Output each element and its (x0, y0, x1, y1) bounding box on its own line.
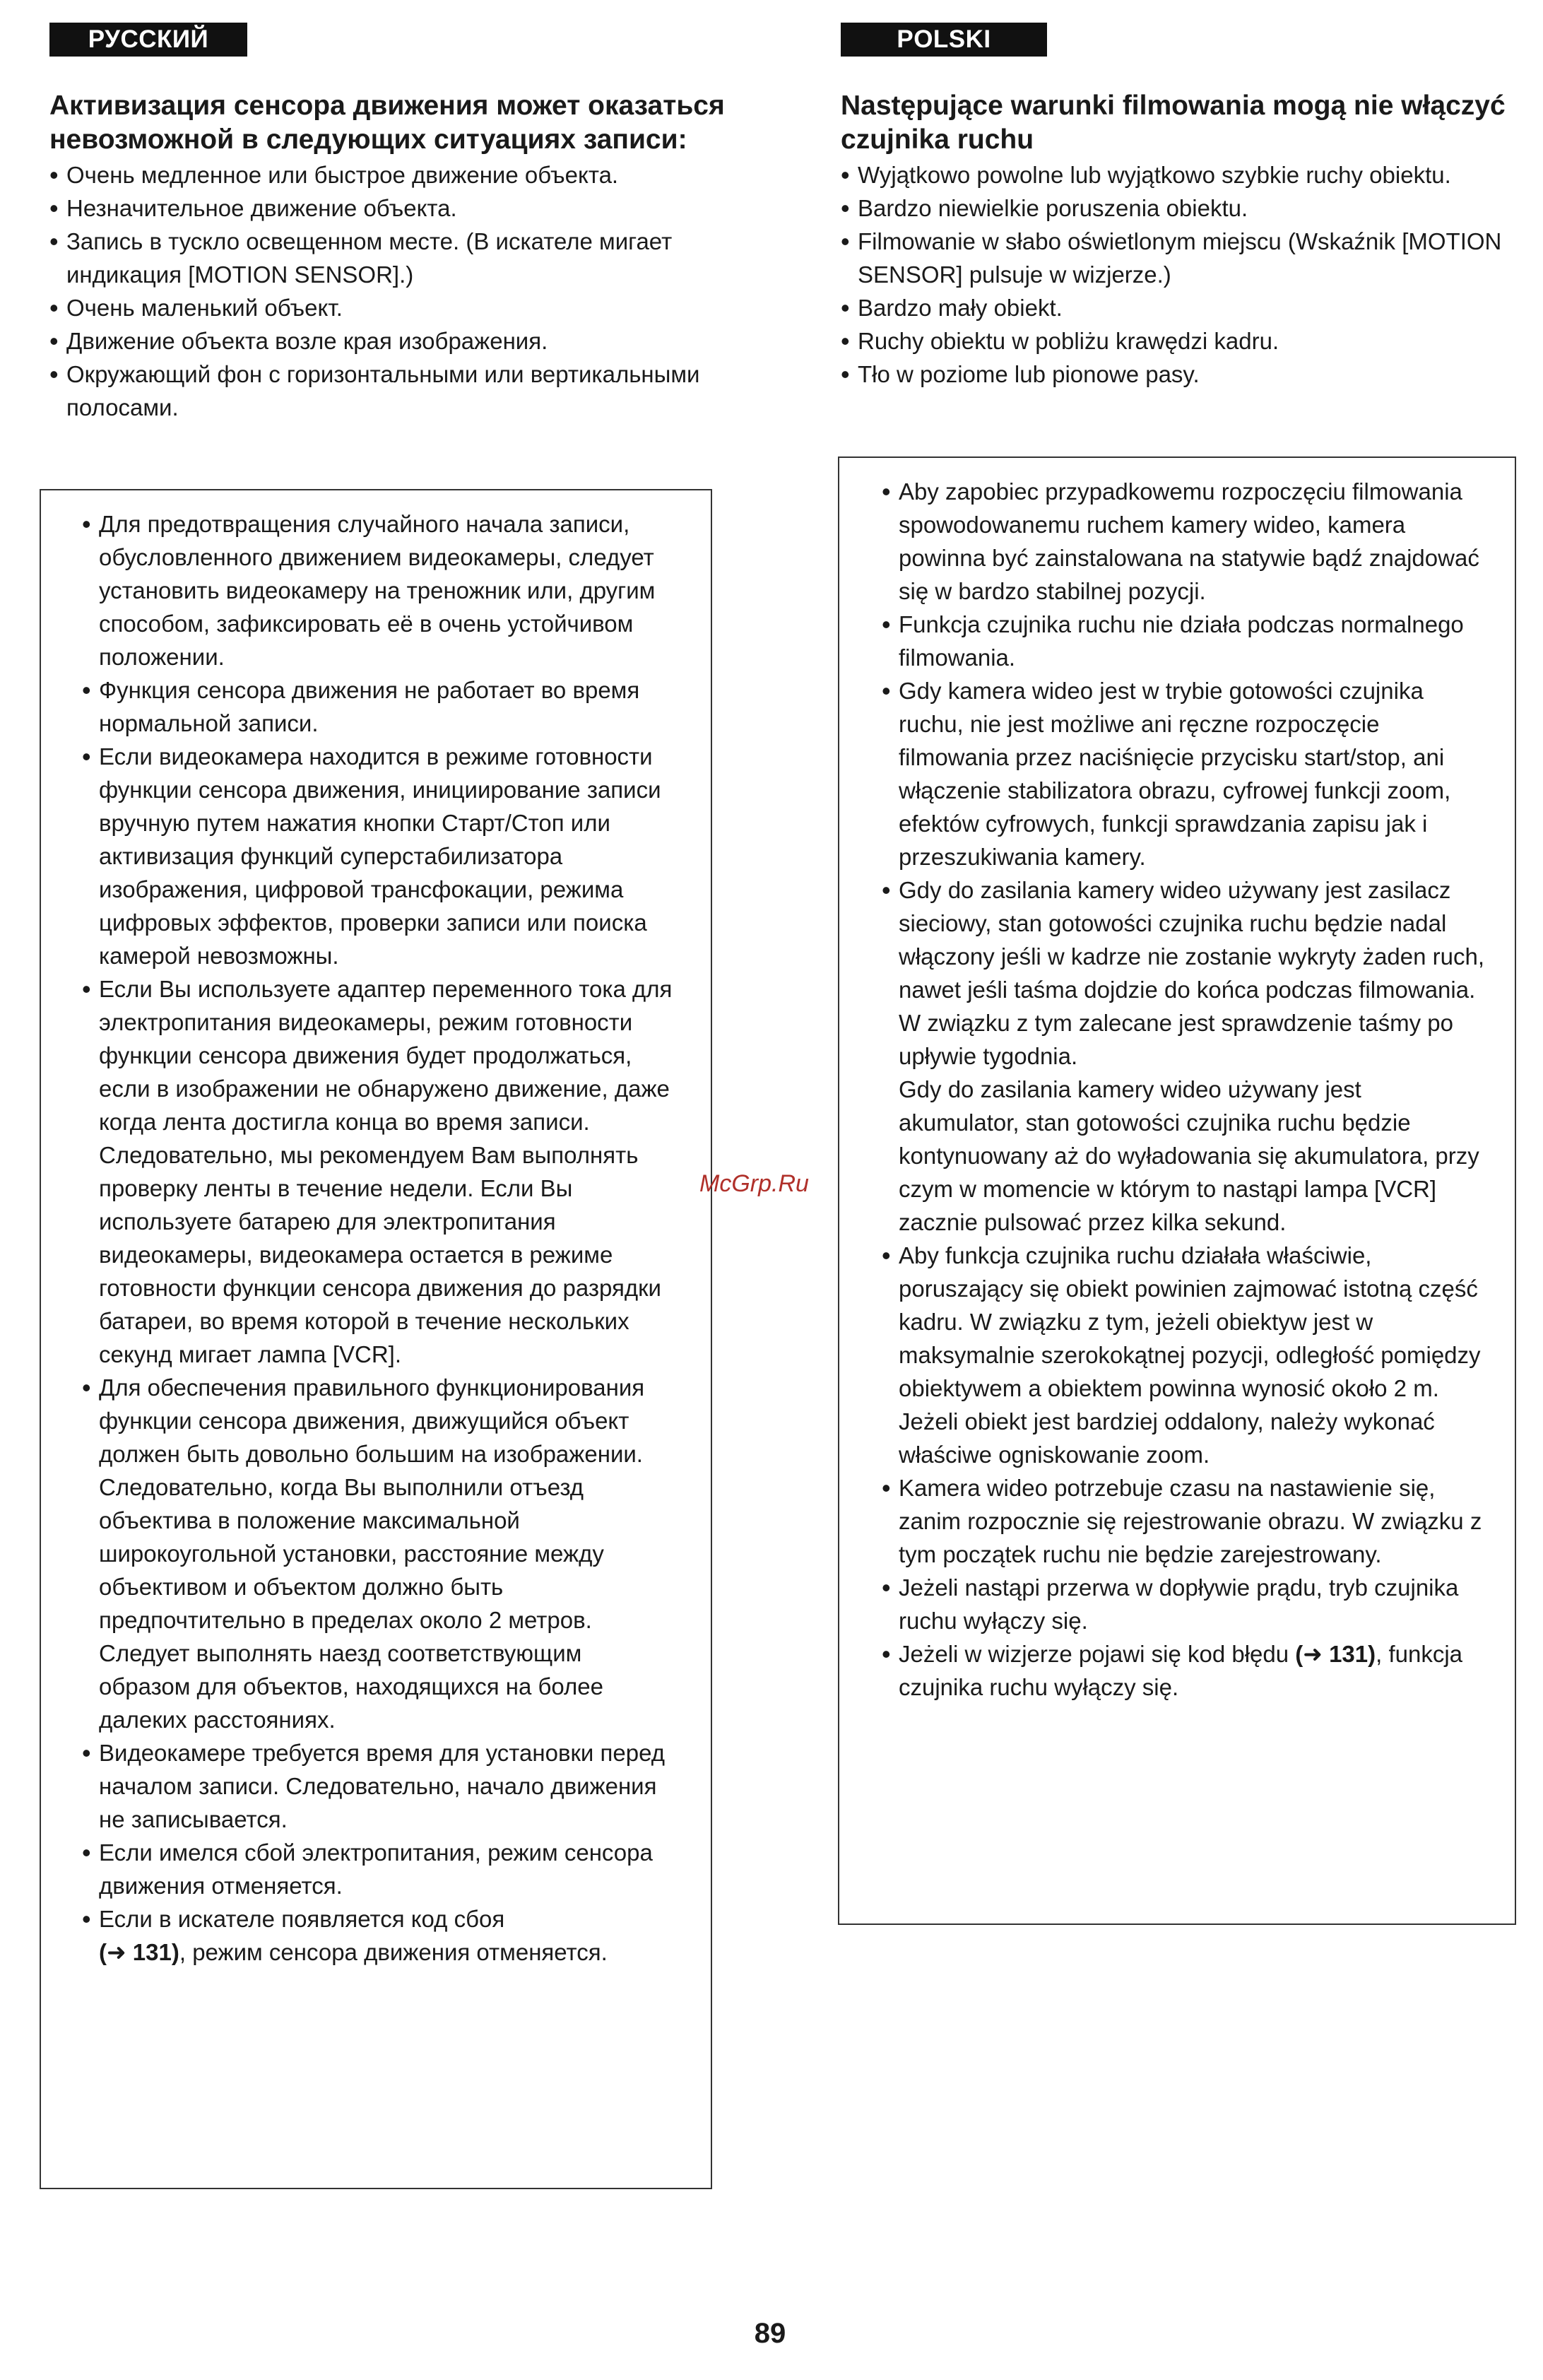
watermark: McGrp.Ru (699, 1170, 809, 1197)
list-item: • Bardzo niewielkie poruszenia obiektu. (841, 192, 1519, 225)
russian-conditions-list (49, 158, 728, 424)
note-item: • Если имелся сбой электропитания, режим сенсора движения отменяется. (82, 1836, 678, 1902)
note-text: , режим сенсора движения отменяется. (179, 1939, 608, 1965)
polish-conditions-list (841, 158, 1519, 391)
language-tab-russian: РУССКИЙ ЯЗЫК (49, 23, 247, 57)
list-item: • Очень медленное или быстрое движение объекта. (49, 158, 728, 192)
polish-notes-box (838, 456, 1516, 1925)
note-item (882, 1637, 1486, 1704)
note-item: • Если видеокамера находится в режиме готовности функции сенсора движения, инициирование записи вручную путем нажатия кнопки Старт/Стоп или активизация функций суперстабилизатора изображения, цифровой трансфокации, режима цифровых эффектов, проверки записи или поиска камерой невозможны. (82, 740, 678, 972)
note-text: Jeżeli w wizjerze pojawi się kod błędu (899, 1641, 1296, 1667)
page-reference: (➜ 131) (1295, 1641, 1376, 1667)
polish-heading: Następujące warunki filmowania mogą nie włączyć czujnika ruchu (841, 90, 1506, 155)
note-item: • Kamera wideo potrzebuje czasu na nastawienie się, zanim rozpocznie się rejestrowanie obrazu. W związku z tym początek ruchu nie będzie zarejestrowany. (882, 1471, 1486, 1571)
note-item: • Gdy kamera wideo jest w trybie gotowości czujnika ruchu, nie jest możliwe ani ręczne rozpoczęcie filmowania przez naciśnięcie przycisku start/stop, ani włączenie stabilizatora obrazu, cyfrowej funkcji zoom, efektów cyfrowych, funkcji sprawdzania zapisu jak i przeszukiwania kamery. (882, 674, 1486, 873)
list-item: • Движение объекта возле края изображения. (49, 324, 728, 358)
note-item: • Если Вы используете адаптер переменного тока для электропитания видеокамеры, режим готовности функции сенсора движения будет продолжаться, если в изображении не обнаружено движение, даже когда лента достигла конца во время записи. Следовательно, мы рекомендуем Вам выполнять проверку ленты в течение недели. Если Вы используете батарею для электропитания видеокамеры, видеокамера остается в режиме готовности функции сенсора движения до разрядки батареи, во время которой в течение нескольких секунд мигает лампа [VCR]. (82, 972, 678, 1371)
russian-notes-box (40, 489, 712, 2189)
page-reference: (➜ 131) (99, 1939, 179, 1965)
list-item: • Незначительное движение объекта. (49, 192, 728, 225)
note-text: Gdy do zasilania kamery wideo używany jest zasilacz sieciowy, stan gotowości czujnika ruchu będzie nadal włączony jeśli w kadrze nie zostanie wykryty żaden ruch, nawet jeśli taśma dojdzie do końca podczas filmowania. W związku z tym zalecane jest sprawdzenie taśmy po upływie tygodnia. (899, 877, 1485, 1069)
note-item: • Функция сенсора движения не работает во время нормальной записи. (82, 673, 678, 740)
note-item: • Jeżeli nastąpi przerwa w dopływie prądu, tryb czujnika ruchu wyłączy się. (882, 1571, 1486, 1637)
note-text: Если в искателе появляется код сбоя (99, 1906, 505, 1932)
polish-column (841, 89, 1519, 391)
list-item: • Tło w poziome lub pionowe pasy. (841, 358, 1519, 391)
list-item: • Bardzo mały obiekt. (841, 291, 1519, 324)
page-number: 89 (754, 2318, 786, 2349)
list-item: • Окружающий фон с горизонтальными или вертикальными полосами. (49, 358, 728, 424)
note-item (882, 873, 1486, 1239)
note-item: • Для обеспечения правильного функционирования функции сенсора движения, движущийся объект должен быть довольно большим на изображении. Следовательно, когда Вы выполнили отъезд объектива в положение максимальной широкоугольной установки, расстояние между объективом и объектом должно быть предпочтительно в пределах около 2 метров. Следует выполнять наезд соответствующим образом для объектов, находящихся на более далеких расстояниях. (82, 1371, 678, 1736)
list-item: • Запись в тускло освещенном месте. (В искателе мигает индикация [MOTION SENSOR].) (49, 225, 728, 291)
list-item: • Ruchy obiektu w pobliżu krawędzi kadru. (841, 324, 1519, 358)
note-continuation: Gdy do zasilania kamery wideo używany jest akumulator, stan gotowości czujnika ruchu będzie kontynuowany aż do wyładowania się akumulatora, przy czym w momencie w którym to nastąpi lampa [VCR] zacznie pulsować przez kilka sekund. (899, 1076, 1479, 1235)
russian-notes-list (82, 507, 678, 1969)
note-item: • Видеокамере требуется время для установки перед началом записи. Следовательно, начало движения не записывается. (82, 1736, 678, 1836)
list-item: • Filmowanie w słabo oświetlonym miejscu (Wskaźnik [MOTION SENSOR] pulsuje w wizjerze.) (841, 225, 1519, 291)
note-item (82, 1902, 678, 1969)
note-text: , funkcja czujnika ruchu wyłączy się. (899, 1641, 1463, 1700)
polish-notes-list (882, 475, 1486, 1704)
language-tab-polish: POLSKI (841, 23, 1047, 57)
russian-column (49, 89, 728, 424)
note-item: • Funkcja czujnika ruchu nie działa podczas normalnego filmowania. (882, 608, 1486, 674)
list-item: • Очень маленький объект. (49, 291, 728, 324)
note-item: • Aby funkcja czujnika ruchu działała właściwie, poruszający się obiekt powinien zajmować istotną część kadru. W związku z tym, jeżeli obiektyw jest w maksymalnie szerokokątnej pozycji, odległość pomiędzy obiektywem a obiektem powinna wynosić około 2 m. Jeżeli obiekt jest bardziej oddalony, należy wykonać właściwe ogniskowanie zoom. (882, 1239, 1486, 1471)
list-item: • Wyjątkowo powolne lub wyjątkowo szybkie ruchy obiektu. (841, 158, 1519, 192)
note-item: • Для предотвращения случайного начала записи, обусловленного движением видеокамеры, следует установить видеокамеру на треножник или, другим способом, зафиксировать её в очень устойчивом положении. (82, 507, 678, 673)
russian-heading: Активизация сенсора движения может оказаться невозможной в следующих ситуациях записи: (49, 90, 725, 155)
note-item: • Aby zapobiec przypadkowemu rozpoczęciu filmowania spowodowanemu ruchem kamery wideo, kamera powinna być zainstalowana na statywie bądź znajdować się w bardzo stabilnej pozycji. (882, 475, 1486, 608)
